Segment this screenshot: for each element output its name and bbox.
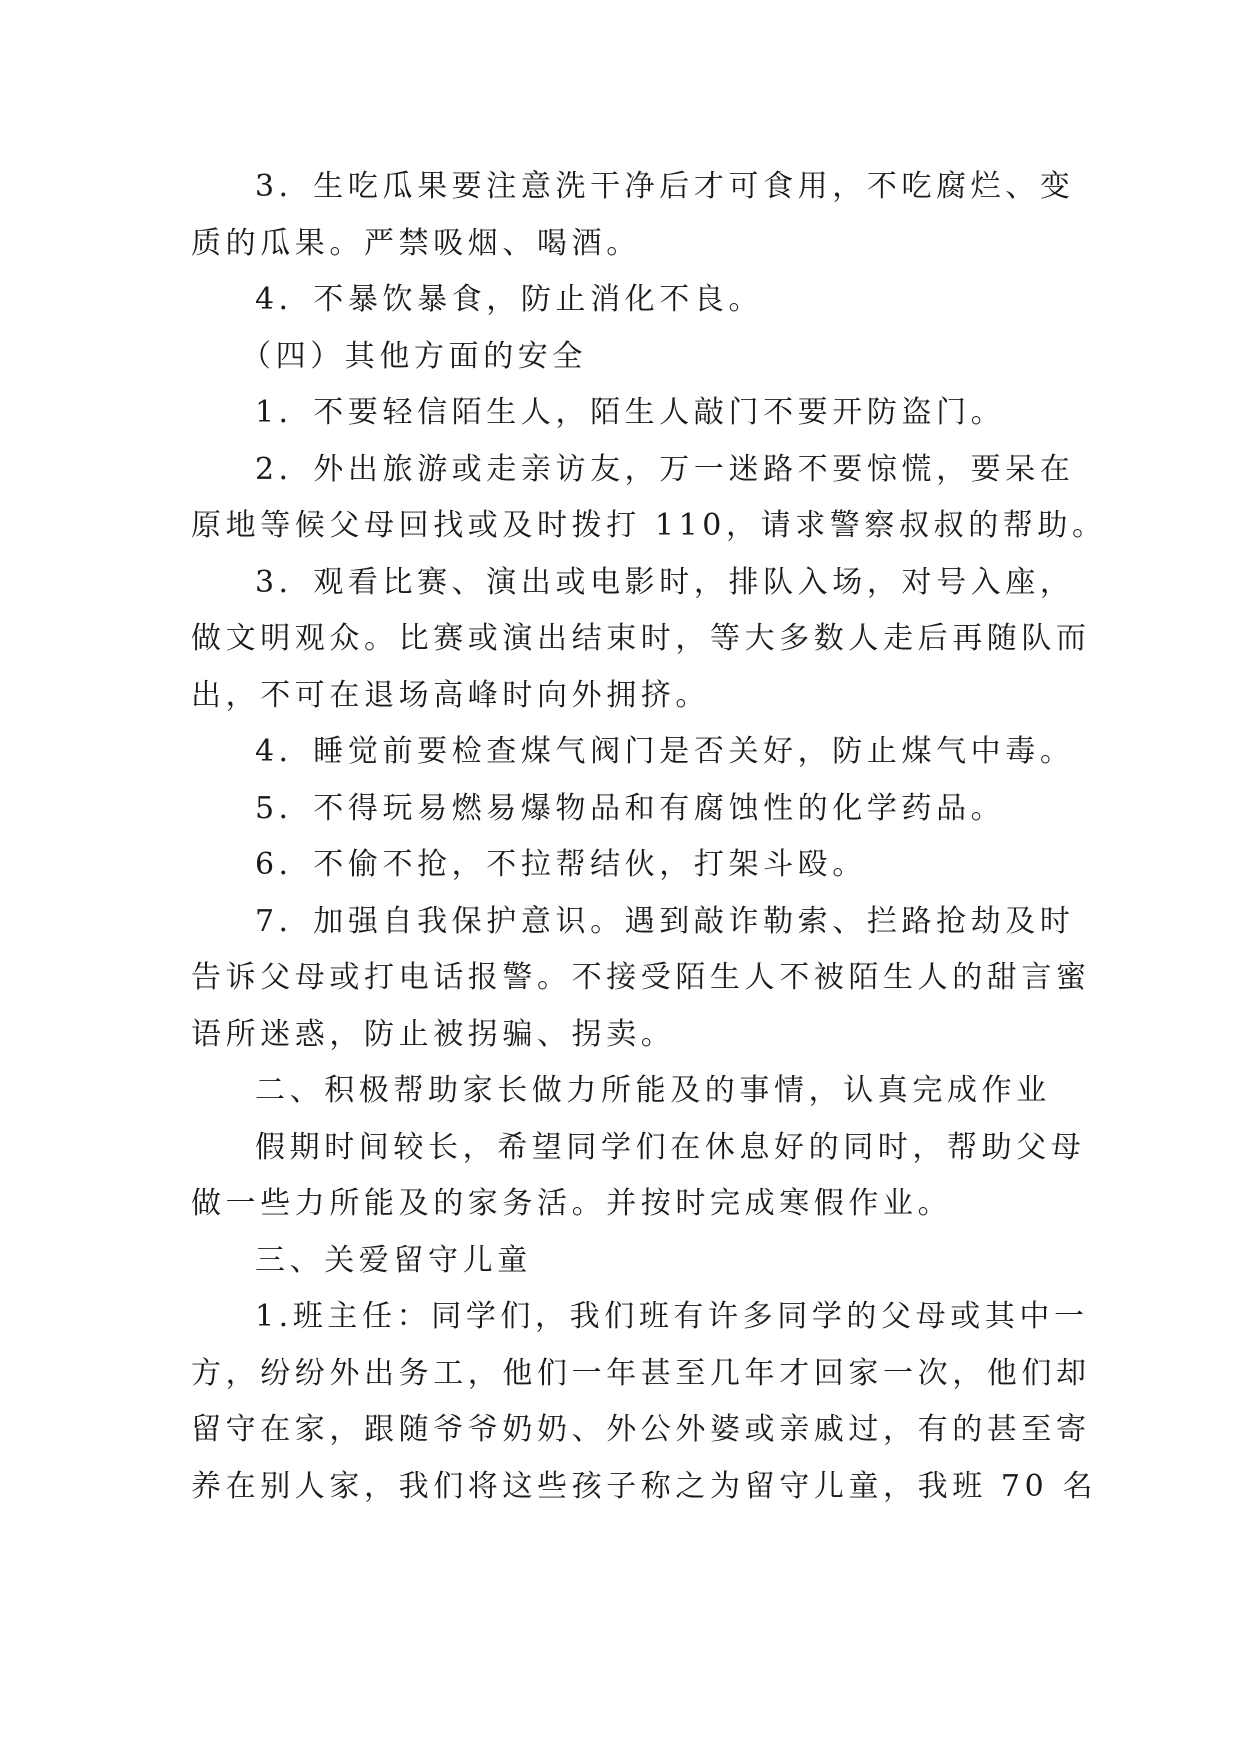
text-line: 做文明观众。比赛或演出结束时，等大多数人走后再随队而: [191, 621, 1091, 656]
text-line: 2．外出旅游或走亲访友，万一迷路不要惊慌，要呆在: [255, 451, 1075, 487]
text-line: 1.班主任：同学们，我们班有许多同学的父母或其中一: [255, 1299, 1089, 1334]
text-line: 5．不得玩易燃易爆物品和有腐蚀性的化学药品。: [255, 790, 1006, 826]
text-line: 留守在家，跟随爷爷奶奶、外公外婆或亲戚过，有的甚至寄: [191, 1412, 1091, 1447]
document-body: [191, 159, 1107, 1515]
section-heading: 二、积极帮助家长做力所能及的事情，认真完成作业: [255, 1073, 1051, 1108]
text-line: 4．不暴饮暴食，防止消化不良。: [255, 282, 764, 317]
section-heading: （四）其他方面的安全: [241, 338, 587, 374]
text-line: 方，纷纷外出务工，他们一年甚至几年才回家一次，他们却: [191, 1355, 1091, 1391]
text-line: 养在别人家，我们将这些孩子称之为留守儿童，我班 70 名: [191, 1468, 1098, 1504]
text-line: 出，不可在退场高峰时向外拥挤。: [191, 677, 710, 713]
text-line: 6．不偷不抢，不拉帮结伙，打架斗殴。: [255, 847, 867, 882]
text-line: 原地等候父母回找或及时拨打 110，请求警察叔叔的帮助。: [191, 508, 1107, 543]
text-line: 3．生吃瓜果要注意洗干净后才可食用，不吃腐烂、变: [255, 169, 1075, 204]
section-heading: 三、关爱留守儿童: [255, 1242, 532, 1278]
text-line: 告诉父母或打电话报警。不接受陌生人不被陌生人的甜言蜜: [191, 960, 1091, 995]
text-line: 1．不要轻信陌生人，陌生人敲门不要开防盗门。: [255, 395, 1006, 430]
text-line: 做一些力所能及的家务活。并按时完成寒假作业。: [191, 1186, 953, 1221]
text-line: 假期时间较长，希望同学们在休息好的同时，帮助父母: [255, 1129, 1086, 1165]
text-line: 3．观看比赛、演出或电影时，排队入场，对号入座，: [255, 564, 1075, 600]
text-line: 语所迷惑，防止被拐骗、拐卖。: [191, 1016, 676, 1052]
text-line: 4．睡觉前要检查煤气阀门是否关好，防止煤气中毒。: [255, 734, 1075, 769]
text-line: 质的瓜果。严禁吸烟、喝酒。: [191, 225, 641, 261]
text-line: 7．加强自我保护意识。遇到敲诈勒索、拦路抢劫及时: [255, 903, 1075, 939]
